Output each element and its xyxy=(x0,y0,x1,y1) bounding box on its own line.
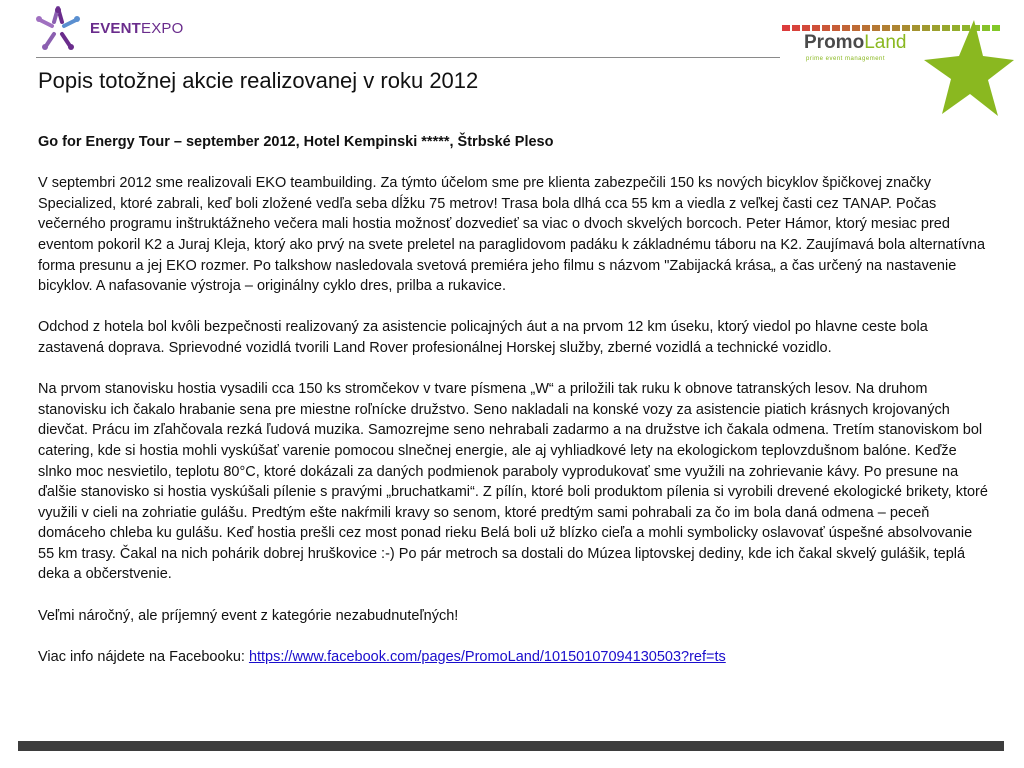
paragraph-departure: Odchod z hotela bol kvôli bezpečnosti realizovaný za asistencie policajných áut a na prvom 12 km úseku, ktorý viedol po hlavne ceste bola zastavená doprava. Sprievodné vozidlá tvorili Land Rover profesionálnej Horskej služby, zberné vozidlá a technické vozidlo. xyxy=(38,319,928,356)
more-info-label: Viac info nájdete na Facebooku: xyxy=(38,648,249,665)
header-divider xyxy=(36,57,780,58)
paragraph-stations: Na prvom stanovisku hostia vysadili cca 150 ks stromčekov v tvare písmena „W“ a priložili tak ruku k obnove tatranských lesov. Na druhom stanovisku ich čakalo hrabanie sena pre miestne roľnícke družstvo. Seno nakladali na konské vozy za asistencie piatich krásnych krojovaných dievčat. Prácu im zľahčovala rezká ľudová muzika. Samozrejme seno nehrabali zadarmo a na družstve ich čakala odmena. Tretím stanoviskom bol catering, kde si hostia mohli vyskúšať varenie pomocou slnečnej energie, ale aj vyhliadkové lety na ekologickom teplovzdušnom balóne. Keďže slnko moc nesvietilo, teplotu 80°C, ktoré dokázali za daných podmienok paraboly vyprodukovať sme využili na zohrievanie kávy. Po presune na ďalšie stanovisko si hostia vyskúšali pílenie s pravými „bruchatkami“. Z pílín, ktoré boli produktom pílenia si vyrobili drevené ekologické brikety, ktoré využili v cieli na zohriatie gulášu. Predtým ešte nakŕmili kravy so senom, ktoré predtým sami pohrabali za čo im bola daná odmena – peceň domáceho chleba ku gulášu. Keď hostia prešli cez most ponad rieku Belá boli už blízko cieľa a mohli symbolicky oslavovať úspešné absolvovanie 55 km trasy. Čakal na nich pohárik dobrej hruškovice :-) Po pár metroch sa dostali do Múzea liptovskej dediny, kde ich čakal skvelý gulášik, teplá deka a občerstvenie. xyxy=(38,381,988,583)
eventexpo-logo xyxy=(32,4,192,52)
event-subtitle: Go for Energy Tour – september 2012, Hotel Kempinski *****, Štrbské Pleso xyxy=(38,134,554,150)
star-people-icon xyxy=(32,4,84,52)
document-body xyxy=(38,132,988,688)
more-info-line xyxy=(38,647,988,668)
page-title: Popis totožnej akcie realizovanej v roku 2012 xyxy=(38,68,479,93)
promoland-wordmark: PromoLand xyxy=(804,32,907,53)
promoland-tagline: prime event management xyxy=(806,56,886,62)
eventexpo-wordmark: EVENTEXPO xyxy=(90,20,184,37)
paragraph-closing: Veľmi náročný, ale príjemný event z kategórie nezabudnuteľných! xyxy=(38,607,459,624)
paragraph-intro: V septembri 2012 sme realizovali EKO teambuilding. Za týmto účelom sme pre klienta zabezpečili 150 ks nových bicyklov špičkovej značky Specialized, ktoré zabrali, keď boli zložené vedľa seba dĺžku 75 metrov! Trasa bola dlhá cca 55 km a viedla z veľkej časti cez TANAP. Počas večerného programu inštruktážneho večera mali hostia možnosť dozvedieť sa viac o dvoch skvelých borcoch. Peter Hámor, ktorý mesiac pred eventom pokoril K2 a Juraj Kleja, ktorý ako prvý na svete preletel na paraglidovom padáku k základnému táboru na K2. Zaujímavá bola alternatívna forma presunu a jej EKO rozmer. Po talkshow nasledovala svetová premiéra jeho filmu s názvom "Zabijacká krása„ a čas určený na nastavenie bicyklov. A nafasovanie výstroja – originálny cyklo dres, prilba a rukavice. xyxy=(38,175,986,295)
promoland-logo xyxy=(804,26,1014,126)
color-dash xyxy=(792,25,800,31)
green-star-icon xyxy=(904,20,1014,120)
footer-bar xyxy=(18,741,1004,751)
color-dash xyxy=(782,25,790,31)
facebook-link[interactable]: https://www.facebook.com/pages/PromoLand/10150107094130503?ref=ts xyxy=(248,648,726,665)
